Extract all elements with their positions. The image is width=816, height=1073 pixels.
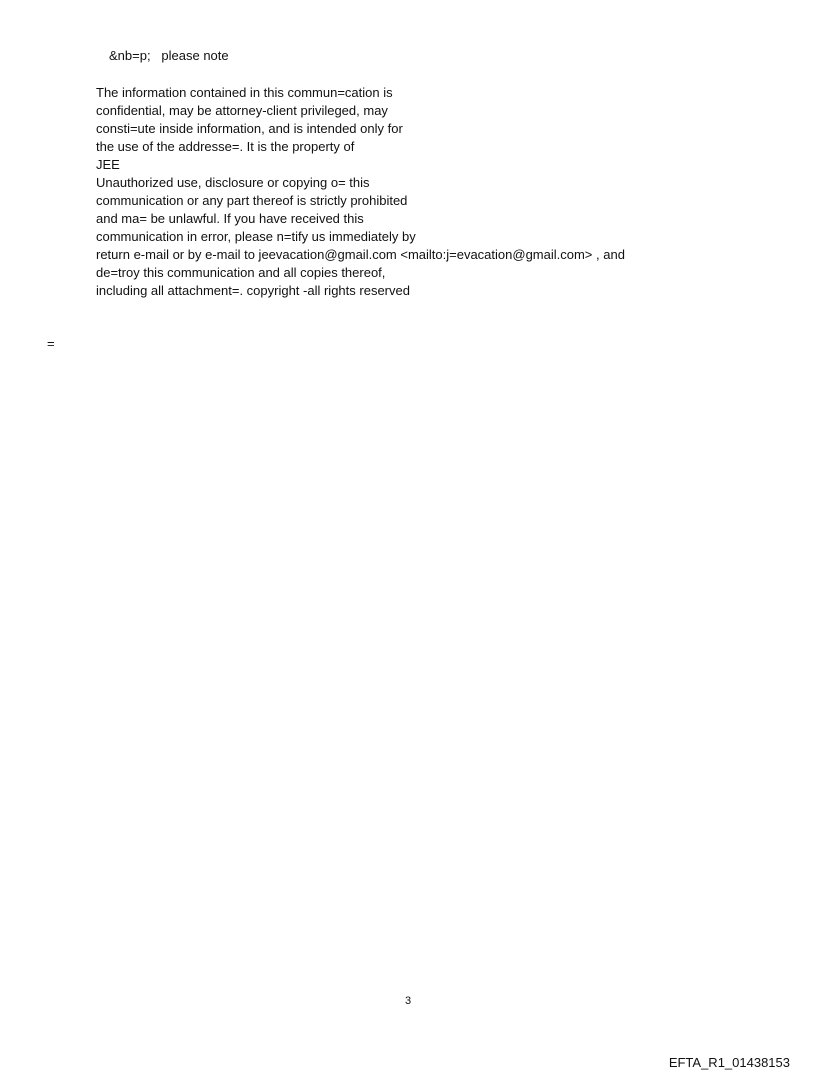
notice-line: communication in error, please n=tify us immediately by [96,229,416,244]
notice-line: JEE [96,157,120,172]
page-number: 3 [404,995,412,1007]
notice-line: The information contained in this commun=cation is [96,85,393,100]
notice-line: communication or any part thereof is strictly prohibited [96,193,408,208]
stray-equals-sign: = [47,336,55,351]
header-line: &nb=p; please note [109,48,229,63]
confidentiality-notice [96,84,736,300]
notice-line: consti=ute inside information, and is intended only for [96,121,403,136]
notice-line: confidential, may be attorney-client privileged, may [96,103,388,118]
notice-line: the use of the addresse=. It is the property of [96,139,355,154]
notice-line: and ma= be unlawful. If you have received this [96,211,364,226]
notice-line: de=troy this communication and all copies thereof, [96,265,386,280]
notice-line: including all attachment=. copyright -all rights reserved [96,283,410,298]
notice-line: return e-mail or by e-mail to jeevacation@gmail.com <mailto:j=evacation@gmail.com> , and [96,247,625,262]
document-id: EFTA_R1_01438153 [668,1055,790,1070]
notice-line: Unauthorized use, disclosure or copying o= this [96,175,370,190]
